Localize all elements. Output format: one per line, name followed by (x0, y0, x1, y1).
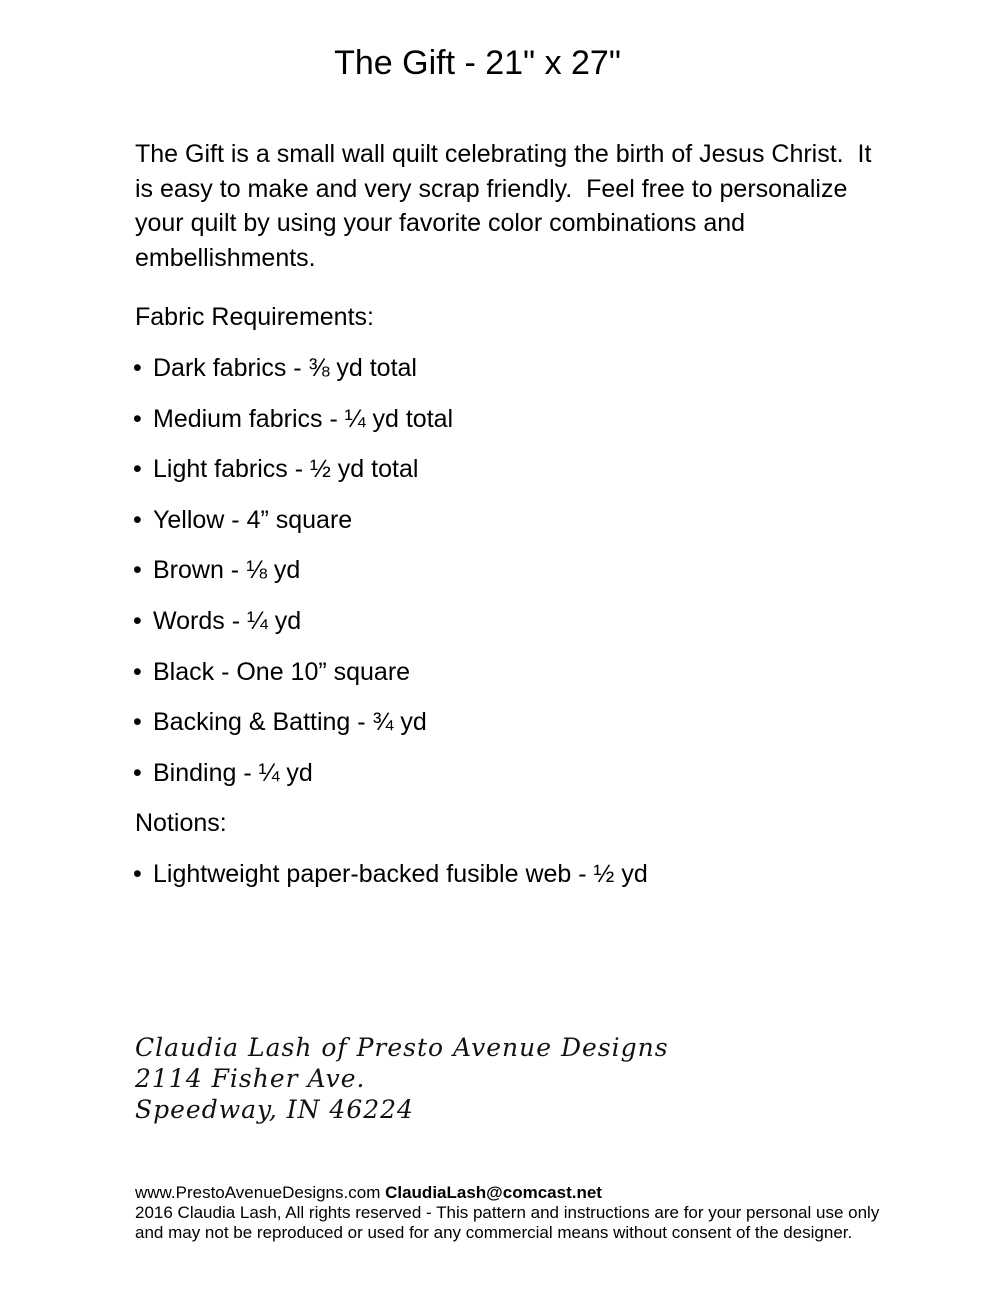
designer-city-line: Speedway, IN 46224 (135, 1094, 414, 1124)
notions-heading: Notions: (135, 809, 227, 838)
website-text: www.PrestoAvenueDesigns.com (135, 1182, 381, 1202)
list-item: • Light fabrics - ½ yd total (135, 452, 880, 487)
designer-contact-block (135, 1032, 880, 1125)
list-item: • Black - One 10” square (135, 655, 880, 690)
list-item: • Words - ¼ yd (135, 604, 880, 639)
fabric-requirements-list (135, 351, 880, 790)
list-item: • Lightweight paper-backed fusible web - ½ yd (135, 857, 880, 892)
email-text: ClaudiaLash@comcast.net (385, 1182, 602, 1202)
footer-links-line (135, 1183, 880, 1203)
fabric-requirements-heading: Fabric Requirements: (135, 303, 374, 332)
list-item: • Yellow - 4” square (135, 503, 880, 538)
designer-street-line: 2114 Fisher Ave. (135, 1063, 366, 1093)
page-title: The Gift - 21" x 27" (334, 44, 621, 82)
intro-paragraph: The Gift is a small wall quilt celebrating the birth of Jesus Christ. It is easy to make and very scrap friendly. Feel free to personalize your quilt by using your favorite color combinations and embellishments. (135, 140, 879, 272)
list-item: • Medium fabrics - ¼ yd total (135, 402, 880, 437)
notions-list (135, 857, 880, 892)
list-item: • Brown - ⅛ yd (135, 553, 880, 588)
footer (135, 1183, 880, 1243)
list-item: • Dark fabrics - ⅜ yd total (135, 351, 880, 386)
copyright-text: 2016 Claudia Lash, All rights reserved - This pattern and instructions are for your personal use only and may not be reproduced or used for any commercial means without consent of the designer. (135, 1202, 880, 1242)
list-item: • Binding - ¼ yd (135, 756, 880, 791)
list-item: • Backing & Batting - ¾ yd (135, 705, 880, 740)
designer-name-line: Claudia Lash of Presto Avenue Designs (135, 1032, 669, 1062)
